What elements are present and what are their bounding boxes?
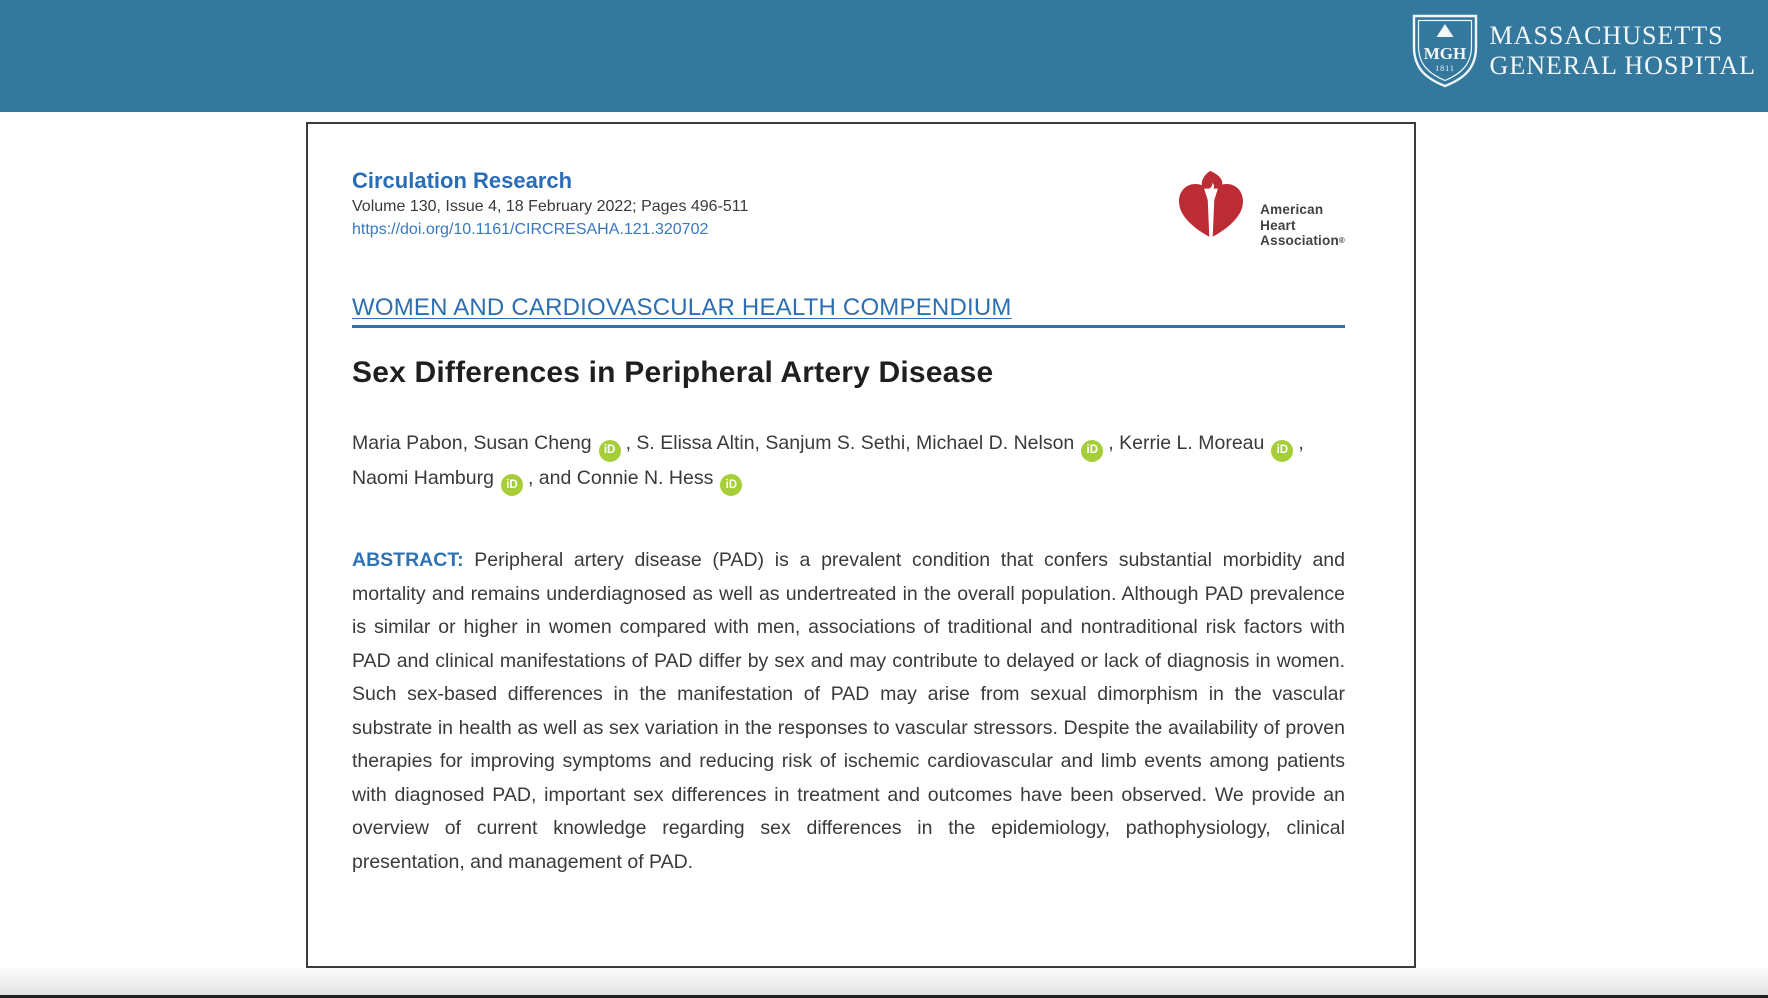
registered-mark: ® (1338, 236, 1345, 245)
doi-link[interactable]: https://doi.org/10.1161/CIRCRESAHA.121.320702 (352, 221, 709, 238)
mgh-logo (1411, 13, 1756, 89)
author-list: Maria Pabon, Susan Cheng iD , S. Elissa Altin, Sanjum S. Sethi, Michael D. Nelson iD , Kerrie L. Moreau iD , Naomi Hamburg iD , and Connie N. Hess iD (352, 427, 1345, 496)
aha-logo-text (1260, 202, 1345, 249)
orcid-icon[interactable]: iD (720, 474, 742, 496)
abstract-text: Peripheral artery disease (PAD) is a prevalent condition that confers substantial morbidity and mortality and remains underdiagnosed as well as undertreated in the overall population. Although PAD prevalence is similar or higher in women compared with men, associations of traditional and nontraditional risk factors with PAD and clinical manifestations of PAD differ by sex and may contribute to delayed or lack of diagnosis in women. Such sex-based differences in the manifestation of PAD may arise from sexual dimorphism in the vascular substrate in health as well as sex variation in the responses to vascular stressors. Despite the availability of proven therapies for improving symptoms and reducing risk of ischemic cardiovascular and limb events among patients with diagnosed PAD, important sex differences in treatment and outcomes have been observed. We provide an overview of current knowledge regarding sex differences in the epidemiology, pathophysiology, clinical presentation, and management of PAD. (352, 549, 1345, 873)
hospital-banner (0, 0, 1768, 112)
svg-text:MGH: MGH (1423, 44, 1466, 63)
hospital-name-line2: GENERAL HOSPITAL (1489, 51, 1756, 80)
orcid-icon[interactable]: iD (599, 440, 621, 462)
citation-line: Volume 130, Issue 4, 18 February 2022; Pages 496-511 (352, 198, 749, 215)
hospital-name (1490, 21, 1756, 81)
aha-logo (1171, 158, 1345, 260)
aha-heart-torch-icon (1171, 158, 1251, 260)
svg-text:1811: 1811 (1434, 64, 1455, 73)
aha-text-line1: American (1260, 202, 1324, 217)
abstract-paragraph (352, 544, 1345, 879)
orcid-icon[interactable]: iD (1081, 440, 1103, 462)
article-title: Sex Differences in Peripheral Artery Disease (352, 356, 994, 389)
journal-title-link[interactable]: Circulation Research (352, 168, 573, 193)
mgh-shield-icon (1411, 13, 1479, 89)
page-bottom-fade (0, 968, 1768, 995)
abstract-label: ABSTRACT: (352, 549, 464, 571)
orcid-icon[interactable]: iD (1271, 440, 1293, 462)
aha-text-line2: Heart (1260, 217, 1296, 233)
aha-text-line3: Association® (1260, 233, 1345, 248)
section-heading-link[interactable]: WOMEN AND CARDIOVASCULAR HEALTH COMPENDIUM (352, 294, 1345, 328)
hospital-name-line1: MASSACHUSETTS (1489, 21, 1724, 50)
article-card (306, 122, 1416, 968)
orcid-icon[interactable]: iD (501, 474, 523, 496)
article-content (352, 124, 1345, 966)
